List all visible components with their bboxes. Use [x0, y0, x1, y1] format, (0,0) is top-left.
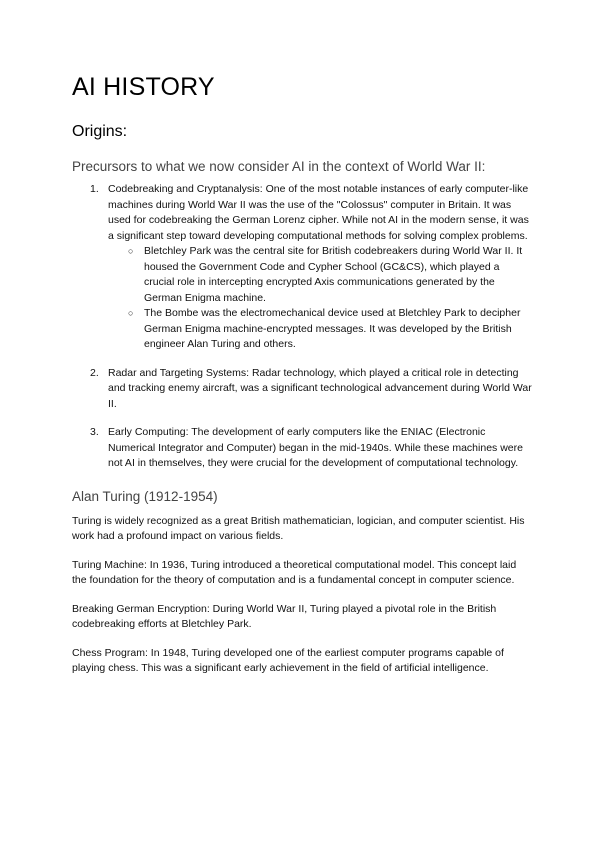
sub-list-item: [108, 306, 532, 353]
precursors-heading: Precursors to what we now consider AI in the context of World War II:: [72, 159, 486, 174]
origins-heading: Origins:: [72, 123, 128, 140]
sub-list-item: [108, 244, 532, 306]
list-number: 3.: [90, 426, 99, 438]
list-item-text: Early Computing: The development of early computers like the ENIAC (Electronic Numerical Integrator and Computer) began in the mid-1940s. While these machines were not AI in themselves, they were crucial for the development of computational technology.: [108, 426, 523, 469]
paragraph: Turing Machine: In 1936, Turing introduced a theoretical computational model. This concept laid the foundation for the theory of computation and is a fundamental concept in computer science.: [72, 558, 517, 586]
sub-list-item-text: Bletchley Park was the central site for British codebreakers during World War II. It housed the Government Code and Cypher School (GC&CS), which played a crucial role in intercepting encrypted Axis communications generated by the German Enigma machine.: [144, 245, 523, 304]
paragraph: Turing is widely recognized as a great British mathematician, logician, and computer scientist. His work had a profound impact on various fields.: [72, 514, 525, 542]
sub-list-item-text: The Bombe was the electromechanical device used at Bletchley Park to decipher German Enigma machine-encrypted messages. It was developed by the British engineer Alan Turing and others.: [144, 307, 521, 350]
list-number: 2.: [90, 366, 99, 379]
list-item: [72, 182, 532, 353]
turing-heading: Alan Turing (1912-1954): [72, 488, 218, 504]
paragraph: Chess Program: In 1948, Turing developed one of the earliest computer programs capable of playing chess. This was a significant early achievement in the field of artificial intelligence.: [72, 646, 504, 674]
list-item-text: Radar and Targeting Systems: Radar technology, which played a critical role in detecting and tracking enemy aircraft, was a significant technological advancement during World War II.: [108, 366, 532, 410]
list-item-text: Codebreaking and Cryptanalysis: One of the most notable instances of early computer-like machines during World War II was the use of the "Colossus" computer in Britain. It was used for codebreaking the German Lorenz cipher. While not AI in the modern sense, it was a significant step toward developing computational methods for solving complex problems.: [108, 183, 529, 242]
sub-list: [108, 244, 532, 353]
document-page: [72, 72, 532, 690]
paragraph: Breaking German Encryption: During World War II, Turing played a pivotal role in the British codebreaking efforts at Bletchley Park.: [72, 602, 497, 630]
document-title: AI HISTORY: [72, 73, 215, 101]
bullet-icon: ○: [128, 246, 134, 256]
list-item: [72, 366, 532, 413]
numbered-list: [72, 182, 532, 472]
list-number: 1.: [90, 183, 99, 195]
bullet-icon: ○: [128, 308, 134, 318]
list-item: [72, 425, 532, 472]
